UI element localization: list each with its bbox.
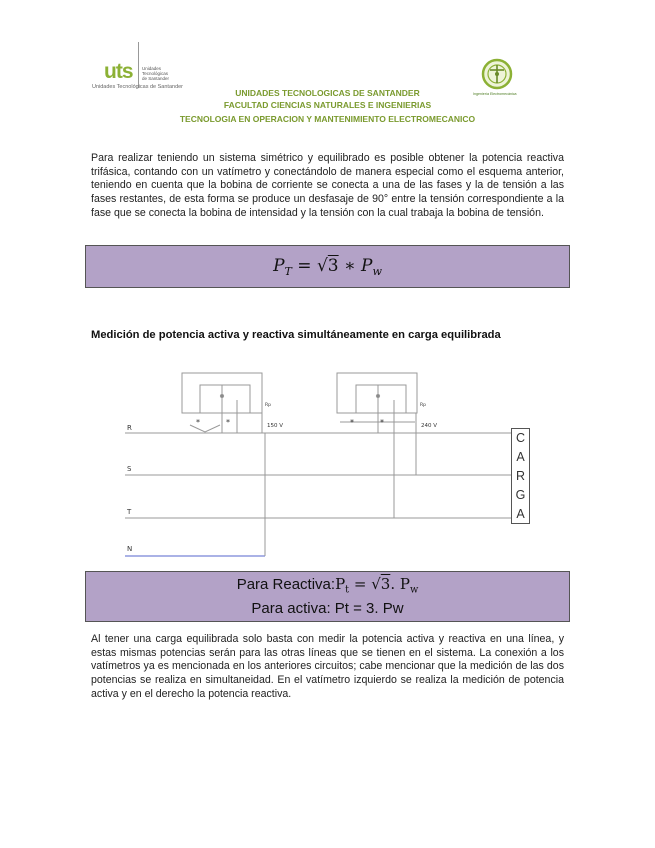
formula-active: Para activa: Pt = 3. Pw [251, 599, 404, 617]
carga-letter: G [515, 487, 526, 502]
carga-letter: R [515, 468, 526, 483]
svg-text:*: * [350, 418, 354, 427]
faculty-name: FACULTAD CIENCIAS NATURALES E INGENIERIAS [223, 100, 432, 110]
carga-letter: C [515, 431, 526, 446]
meter-1-voltage: 150 V [267, 423, 284, 429]
wattmeter-2-box [337, 373, 417, 413]
carga-letter: A [516, 506, 525, 521]
svg-text:*: * [226, 418, 230, 427]
formula-reactive: Para $Reactiva:P_t = √3$. $P_w$ [236, 575, 419, 596]
line-label-r: R [127, 424, 132, 432]
uts-logo-mark: uts [104, 60, 133, 83]
uts-logo-tagline: Unidades Tecnológicas de Santander [142, 66, 170, 81]
uts-logo-subtitle: Unidades Tecnológicas de Santander [92, 84, 184, 90]
wattmeter-1-inner [200, 385, 250, 413]
meter-2-coil-label: Rp [420, 403, 426, 408]
load-block [511, 428, 530, 524]
line-label-s: S [127, 465, 132, 473]
section-title: Medición de potencia activa y reactiva simultáneamente en carga equilibrada [91, 329, 501, 341]
carga-letter: A [516, 450, 525, 465]
formula-total-power: $P_T = √3$ ∗ $P_w$ [273, 255, 382, 278]
line-label-t: T [127, 508, 132, 516]
wattmeter-2-inner [356, 385, 406, 413]
line-label-n: N [127, 545, 133, 553]
meter-2-voltage: 240 V [421, 423, 438, 429]
intro-paragraph: Para realizar teniendo un sistema simétrico y equilibrado es posible obtener la potencia reactiva trifásica, contando con un vatímetro y conectándolo de manera especial como el esquema anterior, teniendo en cuenta que la bobina de corriente se conecta a una de las fases y la de tensión a las fases restantes, de esta forma se produce un desfasaje de 90° entre la tensión correspondiente a la fase que se conecta la bobina de intensidad y la tensión con la cual trabaja la bobina de tensión. [91, 152, 564, 219]
meter-1-coil-label: Rp [265, 403, 271, 408]
svg-text:*: * [380, 418, 384, 427]
electromechanical-logo-caption: Ingeniería Electromecánica [473, 92, 517, 96]
formula-box-reactive-active [85, 571, 570, 622]
svg-text:*: * [196, 418, 200, 427]
closing-paragraph: Al tener una carga equilibrada solo basta con medir la potencia activa y reactiva en una línea, y estas mismas potencias serán para las otras líneas que se tienen en el sistema. La conexión a los vatímetros ya es mencionada en los anteriores circuitos; cabe mencionar que la medición de las dos potencias se realiza en simultaneidad. En el vatímetro izquierdo se realiza la medición de potencia activa y en el derecho la potencia reactiva. [91, 633, 564, 700]
institution-name: UNIDADES TECNOLOGICAS DE SANTANDER [235, 88, 420, 98]
program-name: TECNOLOGIA EN OPERACION Y MANTENIMIENTO ELECTROMECANICO [179, 114, 476, 124]
